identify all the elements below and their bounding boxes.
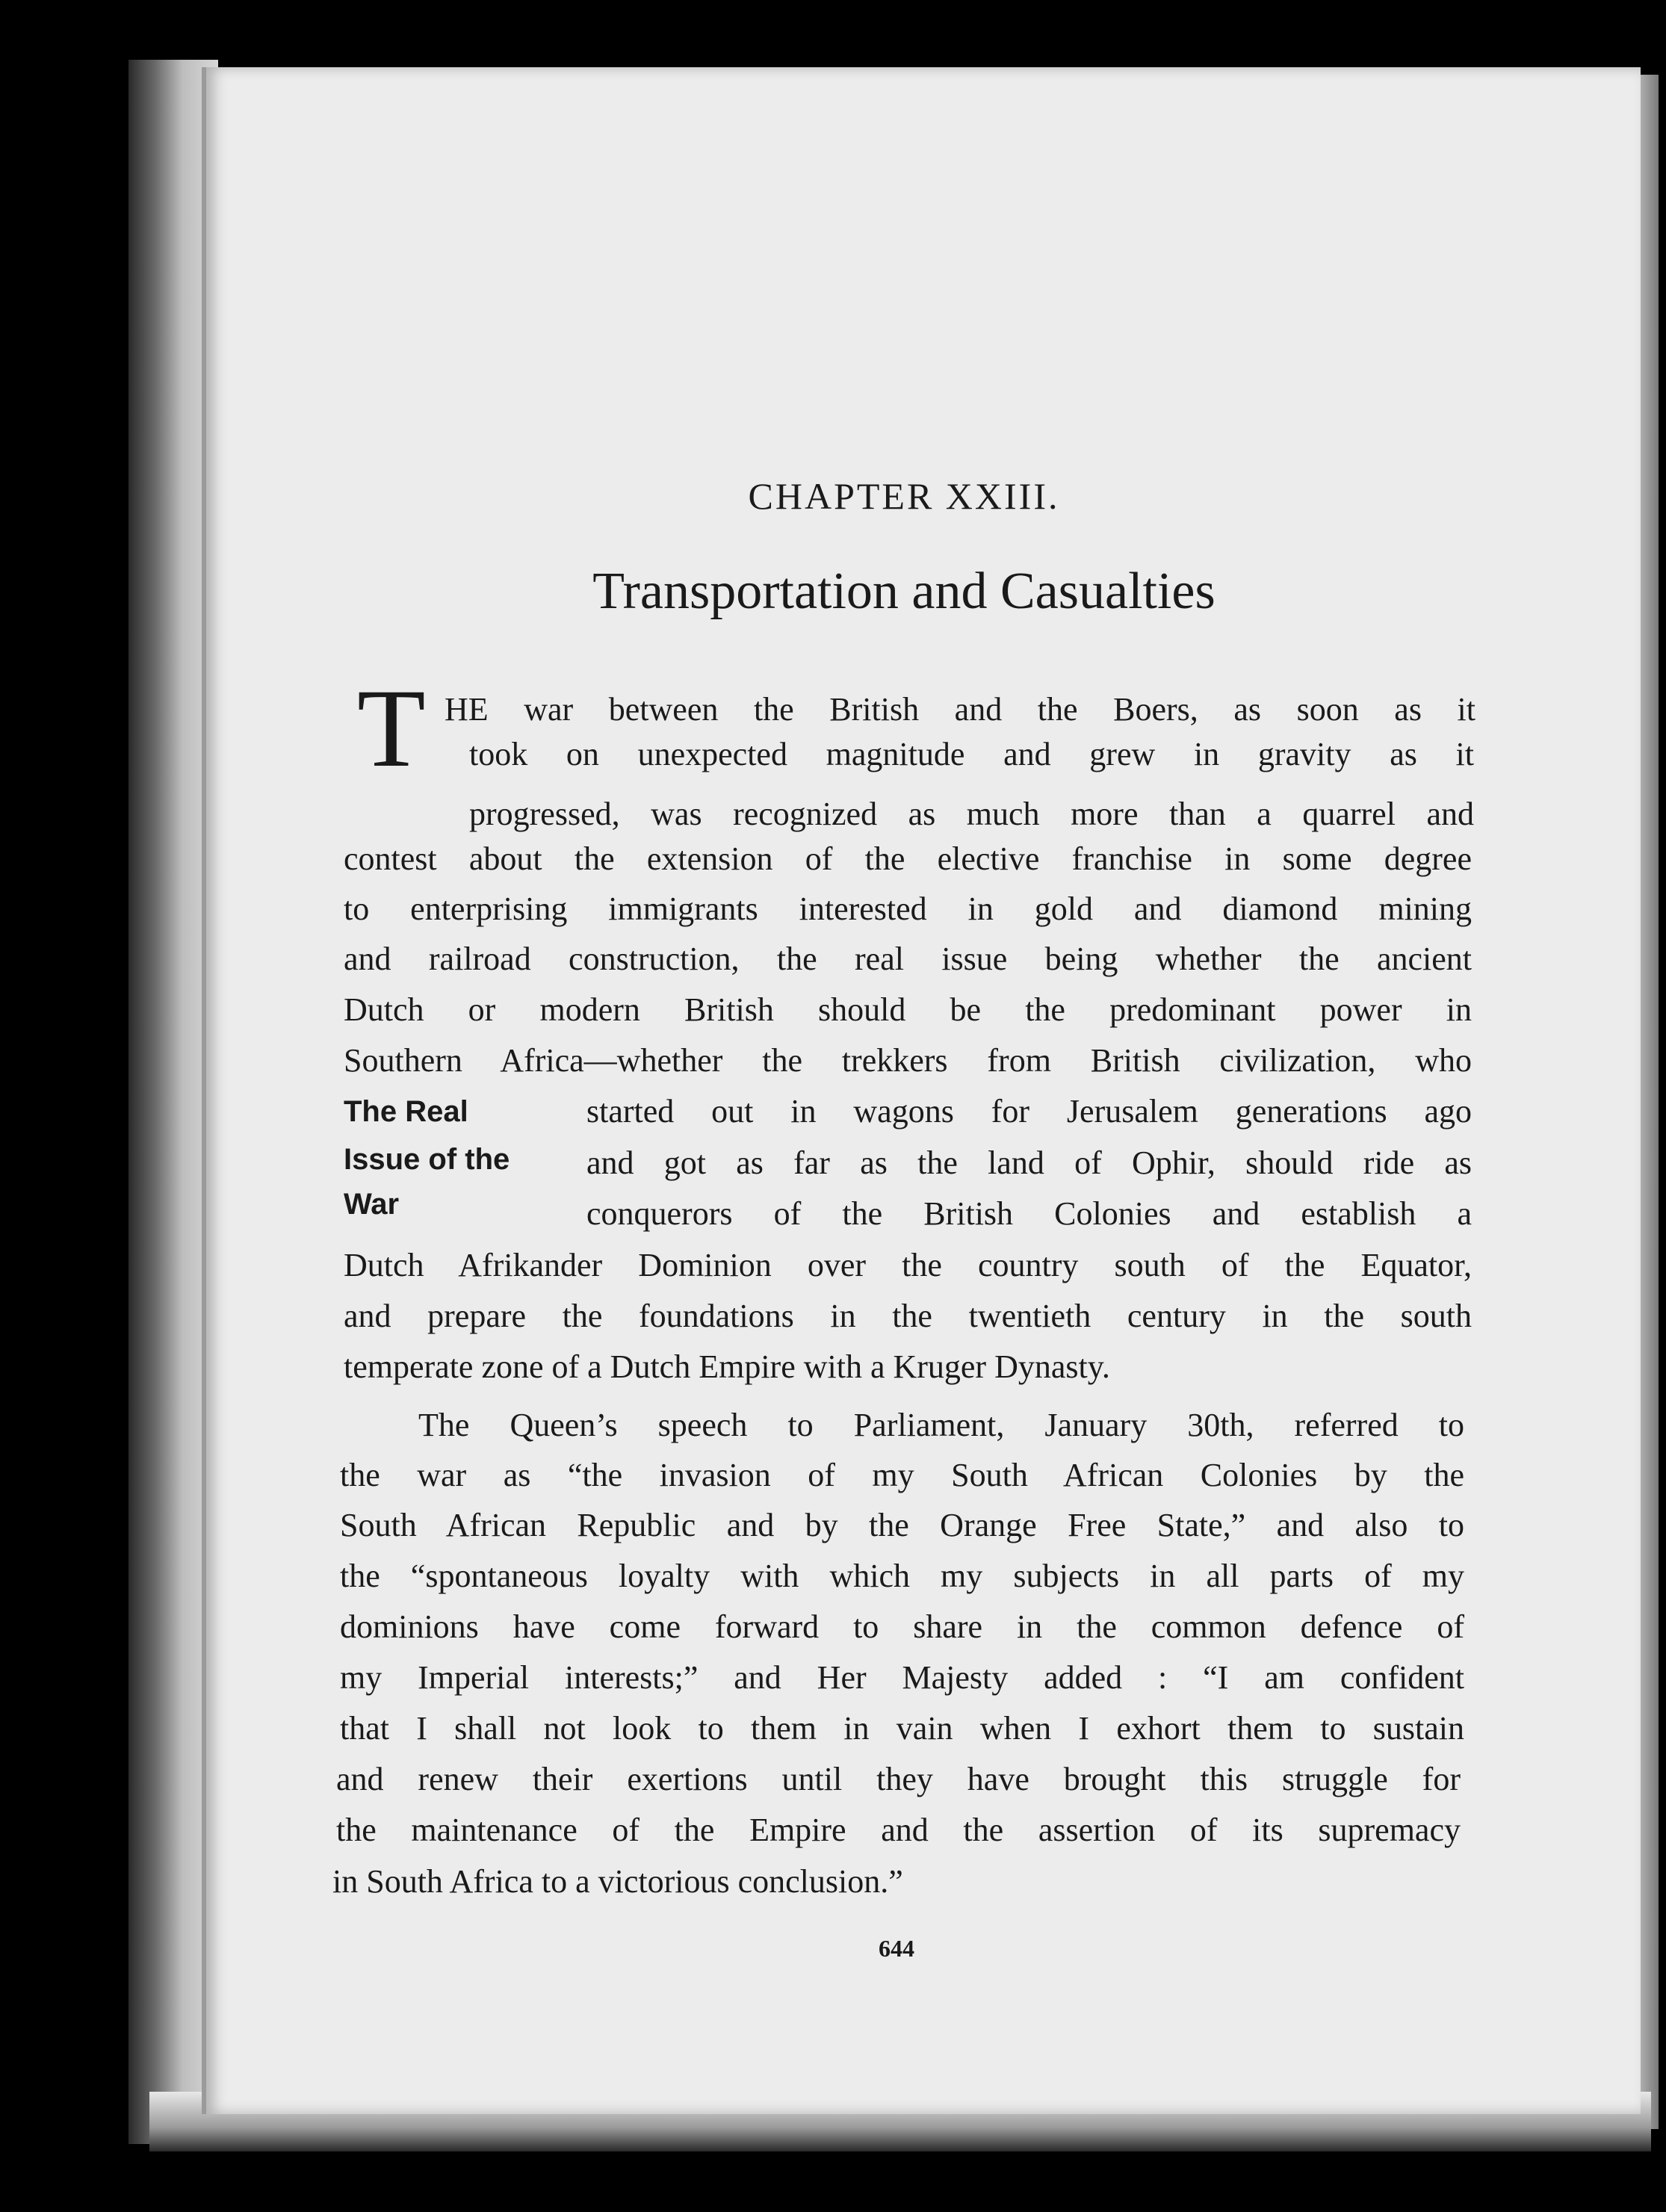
text-line: the maintenance of the Empire and the assertion of its supremacy [336, 1812, 1461, 1848]
text-line: that I shall not look to them in vain when I exhort them to sustain [340, 1710, 1464, 1747]
text-line: and prepare the foundations in the twentieth century in the south [344, 1298, 1472, 1334]
text-line: the “spontaneous loyalty with which my subjects in all parts of my [340, 1558, 1464, 1594]
text-line: to enterprising immigrants interested in gold and diamond mining [344, 890, 1472, 927]
text-line: took on unexpected magnitude and grew in gravity as it [469, 736, 1474, 772]
text-line: dominions have come forward to share in the common defence of [340, 1608, 1464, 1645]
text-line: and renew their exertions until they have brought this struggle for [336, 1761, 1461, 1797]
text-line: and railroad construction, the real issue being whether the ancient [344, 941, 1472, 977]
text-line: Dutch or modern British should be the predominant power in [344, 991, 1472, 1028]
text-line: South African Republic and by the Orange Free State,” and also to [340, 1507, 1464, 1543]
text-line: Southern Africa—whether the trekkers from British civilization, who [344, 1042, 1472, 1079]
sidenote-line: War [344, 1188, 400, 1221]
text-line: my Imperial interests;” and Her Majesty added : “I am confident [340, 1659, 1464, 1696]
chapter-heading: CHAPTER XXIII. [748, 475, 1060, 517]
text-line: temperate zone of a Dutch Empire with a Kruger Dynasty. [344, 1348, 1110, 1385]
chapter-title: Transportation and Casualties [592, 563, 1216, 620]
book-page [202, 67, 1641, 2114]
text-line: HE war between the British and the Boers, as soon as it [445, 691, 1475, 728]
drop-cap: T [357, 666, 426, 790]
text-line: and got as far as the land of Ophir, should ride as [586, 1144, 1472, 1181]
text-line: conquerors of the British Colonies and establish a [586, 1195, 1472, 1232]
text-line: contest about the extension of the elective franchise in some degree [344, 840, 1472, 877]
text-line: Dutch Afrikander Dominion over the country south of the Equator, [344, 1247, 1472, 1283]
text-line: the war as “the invasion of my South African Colonies by the [340, 1457, 1464, 1493]
text-line: The Queen’s speech to Parliament, January 30th, referred to [418, 1407, 1464, 1443]
sidenote-line: The Real [344, 1095, 468, 1128]
page-number: 644 [879, 1935, 914, 1962]
text-line: progressed, was recognized as much more than a quarrel and [469, 796, 1474, 832]
text-line: started out in wagons for Jerusalem generations ago [586, 1093, 1472, 1130]
sidenote-line: Issue of the [344, 1143, 510, 1176]
text-line: in South Africa to a victorious conclusion.” [332, 1863, 903, 1900]
